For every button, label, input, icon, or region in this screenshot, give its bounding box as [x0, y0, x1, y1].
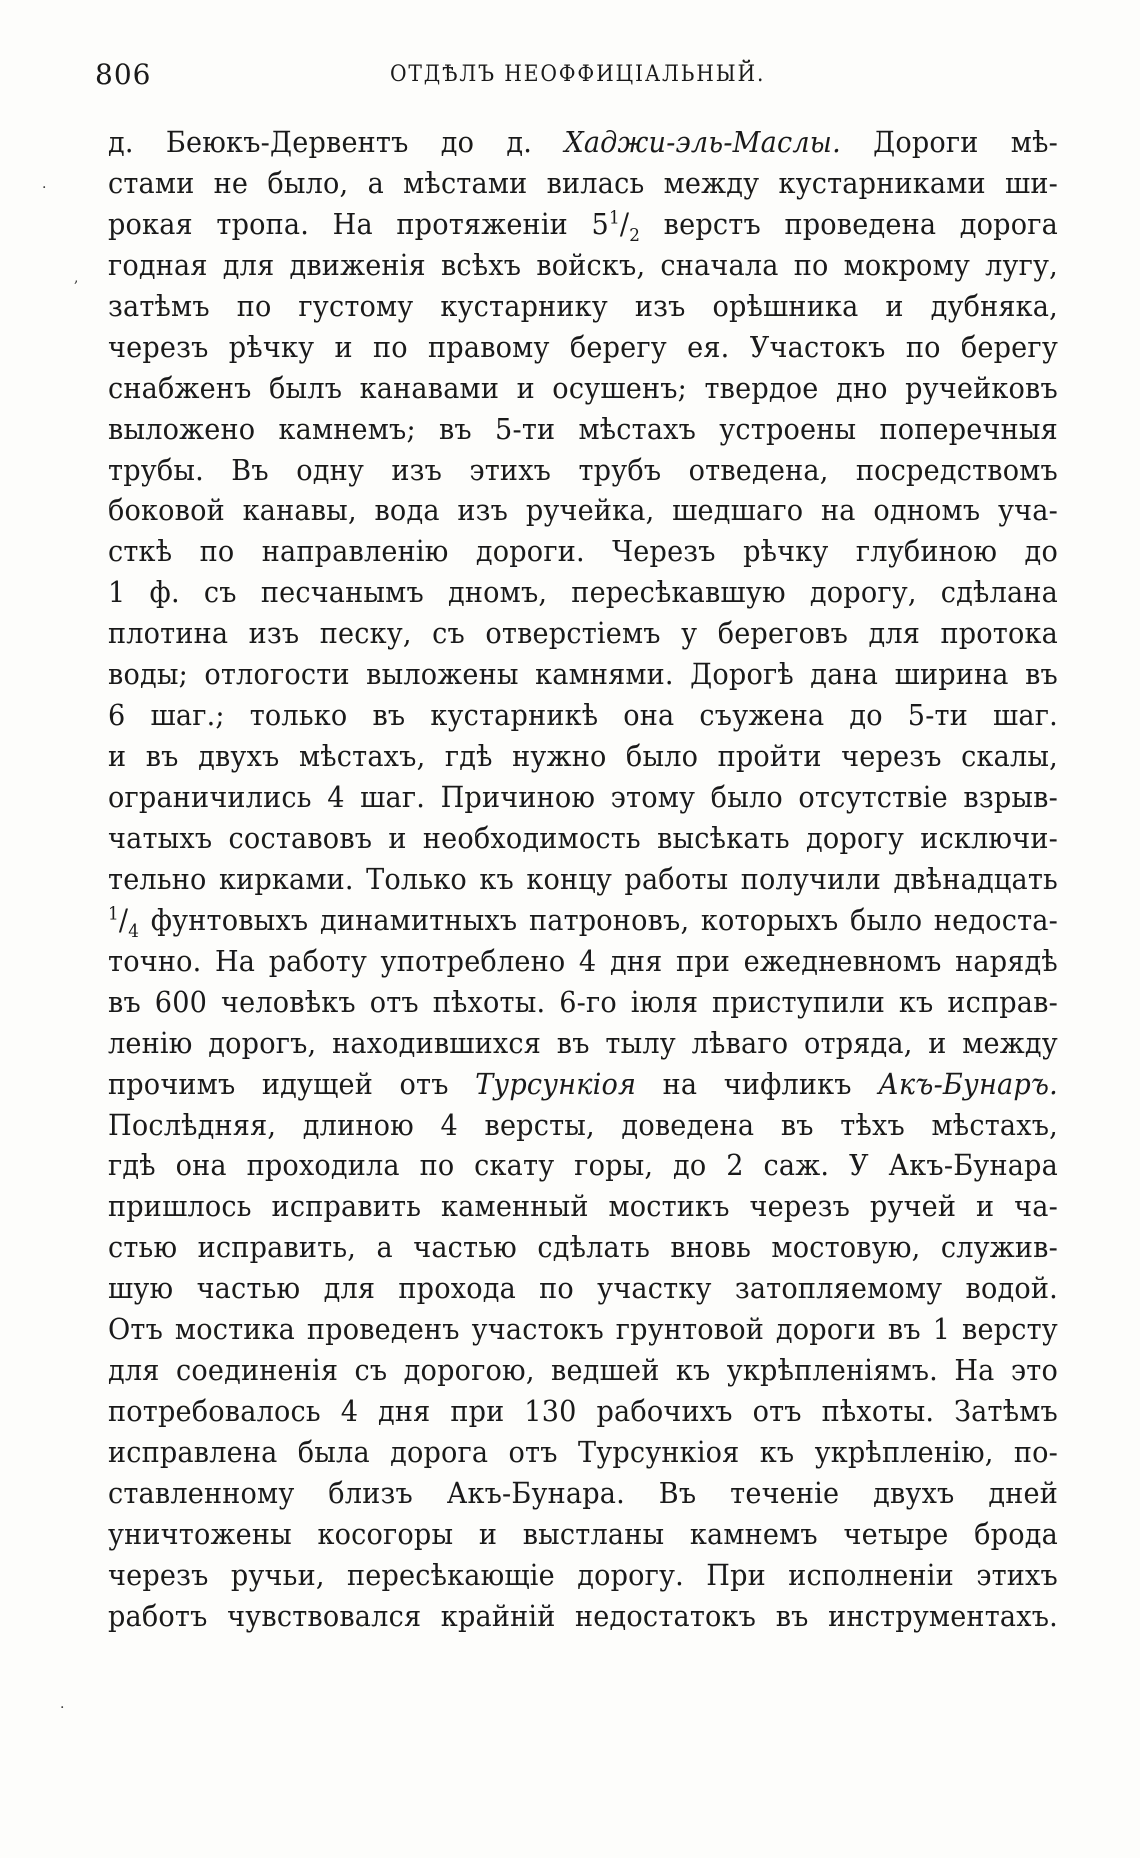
page-header: [95, 58, 1055, 98]
text-segment: на чифликъ: [636, 1066, 879, 1101]
text-line: [108, 1064, 1058, 1105]
text-segment: фунтовыхъ динамитныхъ патроновъ, которыхъ было недоста-: [139, 902, 1058, 937]
text-line: [108, 859, 1058, 900]
text-segment: черезъ рѣчку и по правому берегу ея. Участокъ по берегу: [108, 329, 1058, 364]
text-line: [108, 654, 1058, 695]
text-line: [108, 777, 1058, 818]
text-line: [108, 1596, 1058, 1637]
text-line: [108, 572, 1058, 613]
text-segment: плотина изъ песку, съ отверстіемъ у береговъ для протока: [108, 616, 1058, 651]
text-line: [108, 1391, 1058, 1432]
text-line: [108, 695, 1058, 736]
text-segment: выложено камнемъ; въ 5-ти мѣстахъ устроены поперечныя: [108, 411, 1058, 446]
text-segment: трубы. Въ одну изъ этихъ трубъ отведена, посредствомъ: [108, 452, 1058, 487]
text-segment: рокая тропа. На протяженіи 5: [108, 206, 609, 241]
text-segment: 1: [108, 903, 119, 925]
text-segment: Турсункіоя: [475, 1066, 637, 1101]
text-line: [108, 368, 1058, 409]
text-line: [108, 490, 1058, 531]
text-segment: и въ двухъ мѣстахъ, гдѣ нужно было пройти черезъ скалы,: [108, 739, 1058, 774]
text-segment: точно. На работу употреблено 4 дня при ежедневномъ нарядѣ: [108, 943, 1058, 978]
margin-speck: ·: [42, 180, 47, 196]
text-segment: воды; отлогости выложены камнями. Дорогѣ дана ширина въ: [108, 657, 1058, 692]
text-line: [108, 736, 1058, 777]
text-segment: Отъ мостика проведенъ участокъ грунтовой дороги въ 1 версту: [108, 1312, 1058, 1347]
text-segment: потребовалось 4 дня при 130 рабочихъ отъ пѣхоты. Затѣмъ: [108, 1394, 1058, 1429]
text-line: [108, 1023, 1058, 1064]
text-line: [108, 900, 1058, 941]
text-segment: шую частью для прохода по участку затопляемому водой.: [108, 1271, 1058, 1306]
text-line: [108, 613, 1058, 654]
text-line: [108, 1432, 1058, 1473]
text-line: [108, 327, 1058, 368]
text-line: [108, 1473, 1058, 1514]
text-line: [108, 818, 1058, 859]
text-segment: /: [619, 206, 630, 241]
text-segment: тельно кирками. Только къ концу работы получили двѣнадцать: [108, 861, 1058, 896]
text-segment: работъ чувствовался крайній недостатокъ въ инструментахъ.: [108, 1598, 1058, 1633]
text-line: [108, 1555, 1058, 1596]
text-line: [108, 1309, 1058, 1350]
text-segment: черезъ ручьи, пересѣкающіе дорогу. При исполненіи этихъ: [108, 1557, 1058, 1592]
text-line: [108, 1350, 1058, 1391]
text-segment: 1: [608, 207, 620, 229]
text-segment: 6 шаг.; только въ кустарникѣ она съужена до 5-ти шаг.: [108, 698, 1058, 733]
text-line: [108, 163, 1058, 204]
text-line: [108, 982, 1058, 1023]
text-segment: стами не было, а мѣстами вилась между кустарниками ши-: [108, 165, 1058, 200]
body-text: [108, 122, 1058, 1637]
text-line: [108, 941, 1058, 982]
text-segment: ограничились 4 шаг. Причиною этому было отсутствіе взрыв-: [108, 780, 1058, 814]
text-line: [108, 1268, 1058, 1309]
text-line: [108, 1145, 1058, 1186]
text-segment: затѣмъ по густому кустарнику изъ орѣшника и дубняка,: [108, 288, 1058, 323]
text-line: [108, 409, 1058, 450]
text-line: [108, 1514, 1058, 1555]
text-segment: чатыхъ составовъ и необходимость высѣкать дорогу исключи-: [108, 820, 1058, 855]
text-line: [108, 245, 1058, 286]
text-segment: /: [118, 902, 129, 937]
text-segment: прочимъ идущей отъ: [108, 1066, 476, 1101]
text-line: [108, 531, 1058, 572]
text-segment: боковой канавы, вода изъ ручейка, шедшаго на одномъ уча-: [108, 493, 1058, 528]
text-segment: Хаджи-эль-Маслы.: [564, 125, 841, 159]
text-segment: верстъ проведена дорога: [640, 206, 1058, 241]
text-line: [108, 286, 1058, 327]
text-segment: гдѣ она проходила по скату горы, до 2 саж. У Акъ-Бунара: [108, 1148, 1058, 1183]
text-segment: Акъ-Бунаръ.: [878, 1066, 1058, 1101]
text-segment: Послѣдняя, длиною 4 версты, доведена въ тѣхъ мѣстахъ,: [108, 1107, 1058, 1142]
text-line: [108, 1105, 1058, 1146]
text-line: [108, 1186, 1058, 1227]
text-segment: 2: [629, 224, 641, 246]
text-segment: пришлось исправить каменный мостикъ черезъ ручей и ча-: [108, 1189, 1058, 1224]
text-segment: 1 ф. съ песчанымъ дномъ, пересѣкавшую дорогу, сдѣлана: [108, 575, 1058, 610]
text-segment: ленію дорогъ, находившихся въ тылу лѣваго отряда, и между: [108, 1025, 1058, 1060]
text-line: [108, 1227, 1058, 1268]
margin-speck: ·: [60, 1700, 65, 1716]
text-segment: уничтожены косогоры и выстланы камнемъ четыре брода: [108, 1516, 1058, 1551]
margin-speck: ,: [74, 270, 79, 286]
text-segment: Дороги мѣ-: [840, 125, 1058, 159]
text-line: [108, 122, 1058, 163]
text-segment: д. Беюкъ-Дервентъ до д.: [108, 125, 565, 159]
text-segment: исправлена была дорога отъ Турсункіоя къ укрѣпленію, по-: [108, 1435, 1058, 1469]
text-segment: 4: [128, 920, 140, 942]
text-segment: снабженъ былъ канавами и осушенъ; твердое дно ручейковъ: [108, 370, 1058, 405]
text-line: [108, 450, 1058, 491]
running-head: ОТДѢЛЪ НЕОФФИЦІАЛЬНЫЙ.: [390, 62, 766, 87]
text-segment: для соединенія съ дорогою, ведшей къ укрѣпленіямъ. На это: [108, 1353, 1058, 1388]
text-line: [108, 204, 1058, 245]
text-segment: стью исправить, а частью сдѣлать вновь мостовую, служив-: [108, 1230, 1058, 1265]
text-segment: годная для движенія всѣхъ войскъ, сначала по мокрому лугу,: [108, 247, 1058, 282]
text-segment: въ 600 человѣкъ отъ пѣхоты. 6-го іюля приступили къ исправ-: [108, 984, 1058, 1019]
text-segment: ставленному близъ Акъ-Бунара. Въ теченіе двухъ дней: [108, 1475, 1058, 1510]
text-segment: сткѣ по направленію дороги. Черезъ рѣчку глубиною до: [108, 534, 1058, 569]
page-number: 806: [95, 58, 152, 91]
